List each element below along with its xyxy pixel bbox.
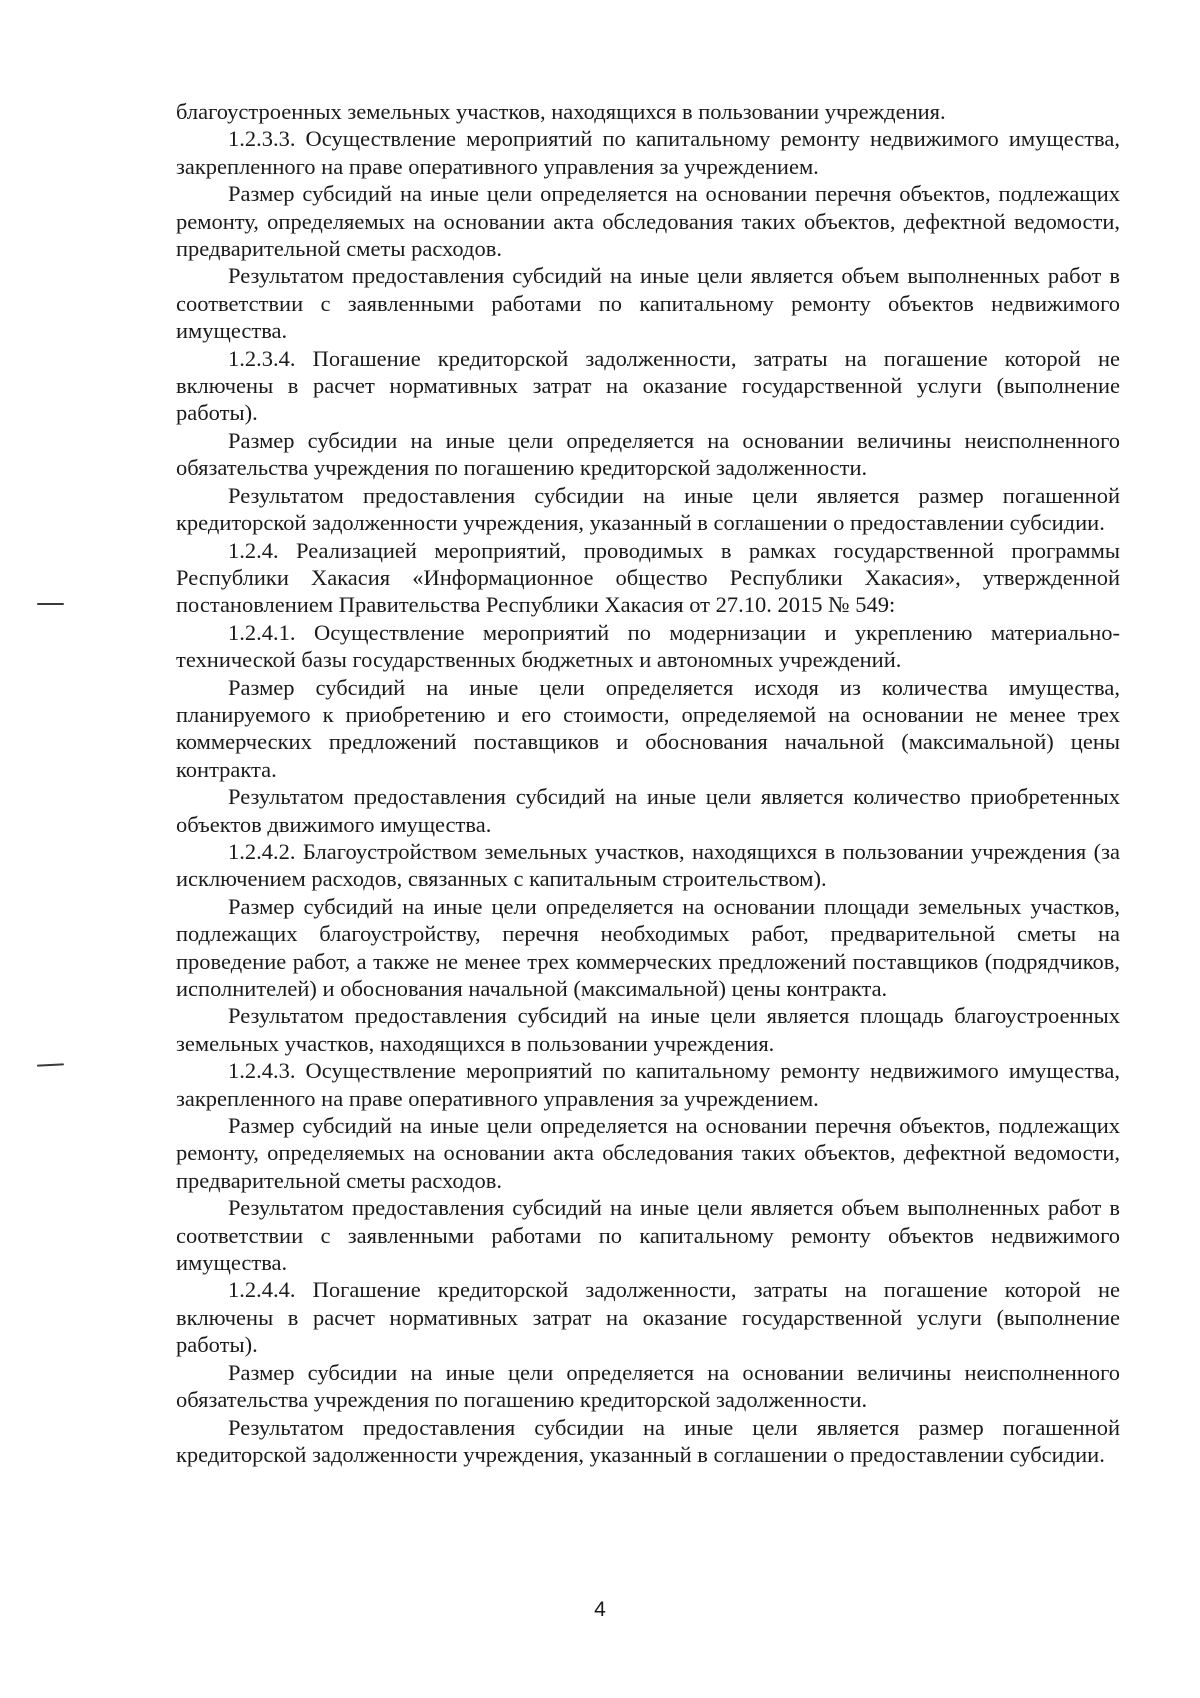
paragraph-1-2-4-1: 1.2.4.1. Осуществление мероприятий по модернизации и укреплению материально-технической базы государственных бюджетных и автономных учреждений. — [176, 619, 1120, 673]
paragraph-1-2-3-3: 1.2.3.3. Осуществление мероприятий по капитальному ремонту недвижимого имущества, закрепленного на праве оперативного управления за учреждением. — [176, 126, 1120, 179]
paragraph-1-2-4-3: 1.2.4.3. Осуществление мероприятий по капитальному ремонту недвижимого имущества, закрепленного на праве оперативного управления за учреждением. — [176, 1058, 1120, 1111]
paragraph-subsidy-size: Размер субсидии на иные цели определяется на основании величины неисполненного обязательства учреждения по погашению кредиторской задолженности. — [176, 427, 1120, 481]
page-number: 4 — [594, 1598, 606, 1621]
paragraph-subsidy-result: Результатом предоставления субсидий на иные цели является объем выполненных работ в соответствии с заявленными работами по капитальному ремонту объектов недвижимого имущества. — [176, 1195, 1120, 1276]
paragraph-subsidy-result: Результатом предоставления субсидии на иные цели является размер погашенной кредиторской задолженности учреждения, указанный в соглашении о предоставлении субсидии. — [176, 482, 1120, 536]
paragraph-subsidy-size: Размер субсидий на иные цели определяется исходя из количества имущества, планируемого к приобретению и его стоимости, определяемой на основании не менее трех коммерческих предложений поставщиков и обоснования начальной (максимальной) цены контракта. — [176, 674, 1120, 782]
paragraph-subsidy-result: Результатом предоставления субсидий на иные цели является площадь благоустроенных земельных участков, находящихся в пользовании учреждения. — [176, 1003, 1120, 1056]
paragraph-1-2-4-4: 1.2.4.4. Погашение кредиторской задолженности, затраты на погашение которой не включены в расчет нормативных затрат на оказание государственной услуги (выполнение работы). — [176, 1277, 1120, 1358]
margin-dash-mark — [37, 1063, 64, 1066]
margin-dash-mark — [37, 603, 64, 605]
paragraph-subsidy-size: Размер субсидии на иные цели определяется на основании величины неисполненного обязательства учреждения по погашению кредиторской задолженности. — [176, 1359, 1120, 1413]
paragraph-subsidy-result: Результатом предоставления субсидий на иные цели является количество приобретенных объектов движимого имущества. — [176, 784, 1120, 837]
paragraph-1-2-4-2: 1.2.4.2. Благоустройством земельных участков, находящихся в пользовании учреждения (за исключением расходов, связанных с капитальным строительством). — [176, 838, 1120, 892]
paragraph-subsidy-result: Результатом предоставления субсидии на иные цели является размер погашенной кредиторской задолженности учреждения, указанный в соглашении о предоставлении субсидии. — [176, 1414, 1120, 1467]
paragraph-subsidy-size: Размер субсидий на иные цели определяется на основании площади земельных участков, подлежащих благоустройству, перечня необходимых работ, предварительной сметы на проведение работ, а также не менее трех коммерческих предложений поставщиков (подрядчиков, исполнителей) и обоснования начальной (максимальной) цены контракта. — [176, 893, 1120, 1001]
paragraph-subsidy-size: Размер субсидий на иные цели определяется на основании перечня объектов, подлежащих ремонту, определяемых на основании акта обследования таких объектов, дефектной ведомости, предварительной сметы расходов. — [176, 1113, 1120, 1193]
paragraph-subsidy-result: Результатом предоставления субсидий на иные цели является объем выполненных работ в соответствии с заявленными работами по капитальному ремонту объектов недвижимого имущества. — [176, 263, 1120, 344]
paragraph-1-2-4: 1.2.4. Реализацией мероприятий, проводимых в рамках государственной программы Республики Хакасия «Информационное общество Республики Хакасия», утвержденной постановлением Правительства Республики Хакасия от 27.10. 2015 № 549: — [176, 537, 1120, 618]
paragraph-continuation: благоустроенных земельных участков, находящихся в пользовании учреждения. — [176, 99, 946, 124]
paragraph-subsidy-size: Размер субсидий на иные цели определяется на основании перечня объектов, подлежащих ремонту, определяемых на основании акта обследования таких объектов, дефектной ведомости, предварительной сметы расходов. — [176, 181, 1120, 262]
document-body — [176, 98, 1120, 1468]
paragraph-1-2-3-4: 1.2.3.4. Погашение кредиторской задолженности, затраты на погашение которой не включены в расчет нормативных затрат на оказание государственной услуги (выполнение работы). — [176, 345, 1120, 426]
